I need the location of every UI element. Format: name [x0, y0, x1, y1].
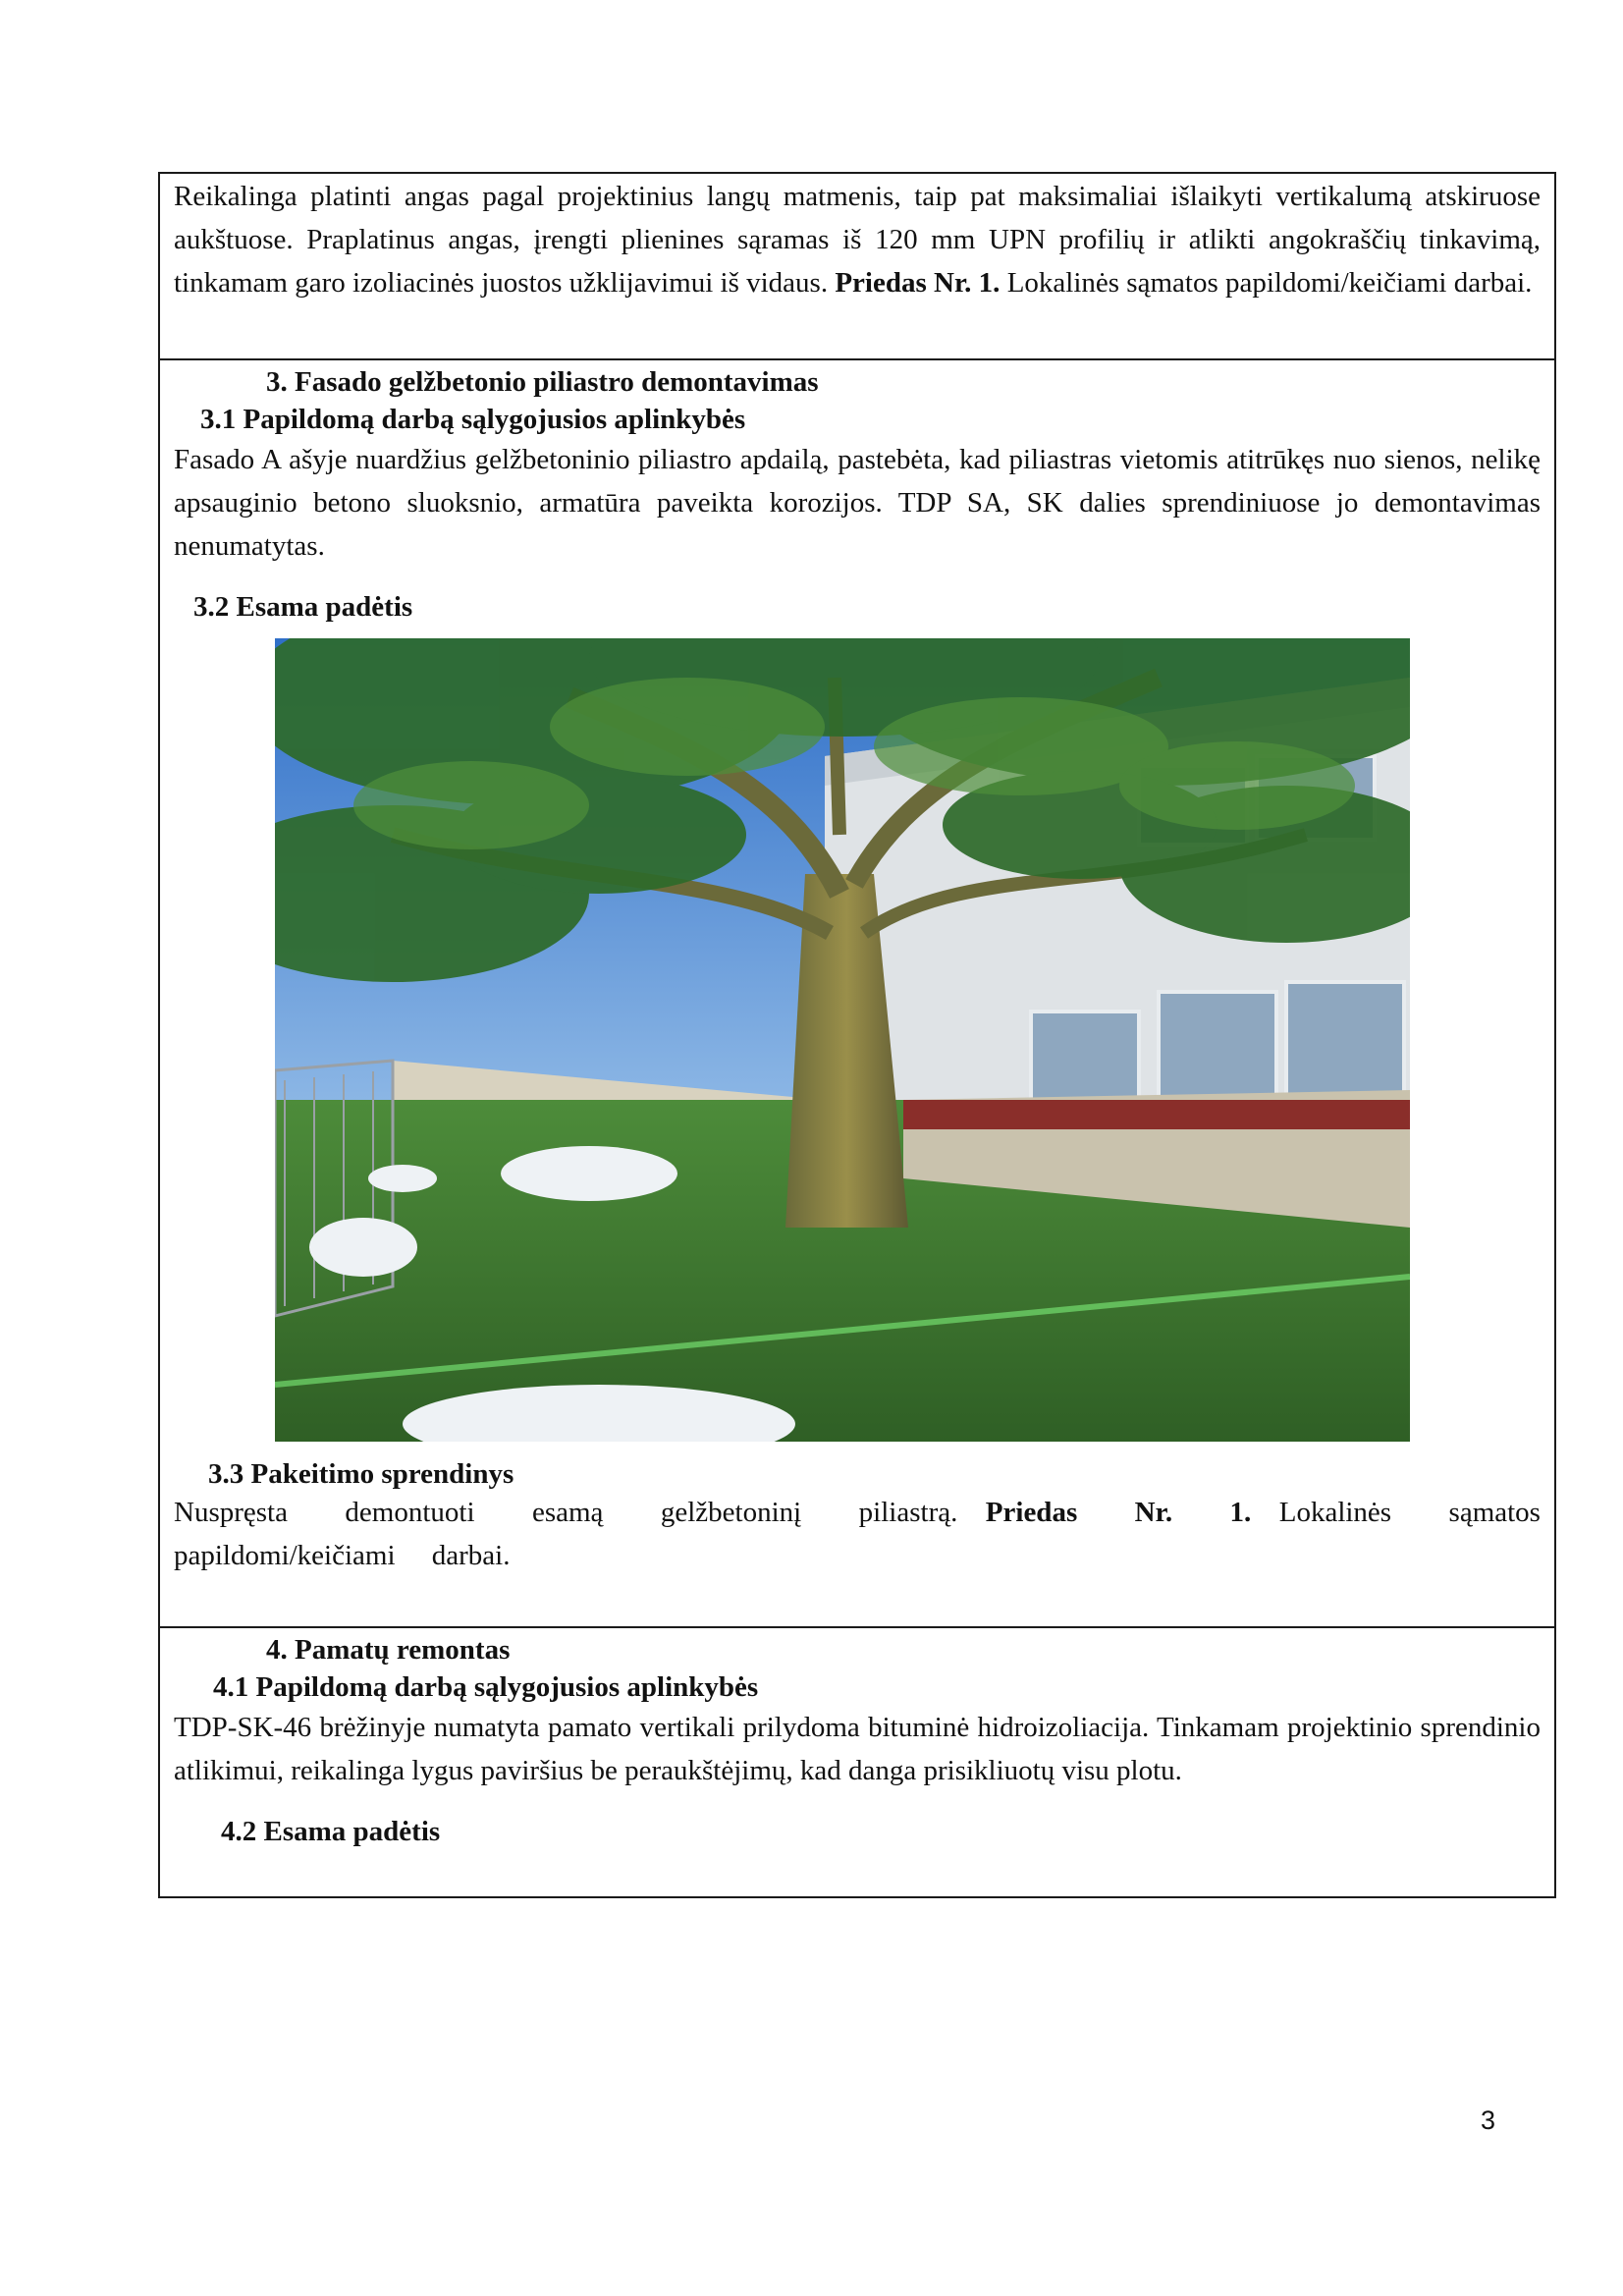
page-number: 3: [1481, 2105, 1496, 2135]
photo-tree-building: [275, 638, 1410, 1442]
section-title: 4. Pamatų remontas: [266, 1634, 511, 1666]
paragraph-3-3: Nuspręsta demontuoti esamą gelžbetoninį piliastrą. Priedas Nr. 1. Lokalinės sąmatos papildomi/keičiami darbai.: [174, 1497, 1541, 1571]
paragraph-4-1: TDP-SK-46 brėžinyje numatyta pamato vertikali prilydoma bituminė hidroizoliacija. Tinkamam projektinio sprendinio atlikimui, reikalinga lygus paviršius be peraukštėjimų, kad danga prisikliuotų visu plotu.: [174, 1712, 1541, 1786]
subsection-heading-4-2: 4.2 Esama padėtis: [221, 1816, 441, 1847]
subsection-heading-3-2: 3.2 Esama padėtis: [193, 591, 413, 623]
section-title: 3. Fasado gelžbetonio piliastro demontavimas: [266, 366, 819, 398]
content-table: [158, 172, 1556, 1898]
table-row: [160, 174, 1554, 358]
section-3: [160, 358, 1554, 1626]
paragraph: Reikalinga platinti angas pagal projektinius langų matmenis, taip pat maksimaliai išlaikyti vertikalumą atskiruose aukštuose. Praplatinus angas, įrengti plienines sąramas iš 120 mm UPN profilių ir atlikti angokraščių tinkavimą, tinkamam garo izoliacinės juostos užklijavimui iš vidaus. Priedas Nr. 1. Lokalinės sąmatos papildomi/keičiami darbai.: [174, 181, 1541, 299]
paragraph-3-1: Fasado A ašyje nuardžius gelžbetoninio piliastro apdailą, pastebėta, kad piliastras vietomis atitrūkęs nuo sienos, nelikę apsauginio betono sluoksnio, armatūra paveikta korozijos. TDP SA, SK dalies sprendiniuose jo demontavimas nenumatytas.: [174, 444, 1541, 562]
section-4: [160, 1626, 1554, 1896]
subsection-heading-3-1: 3.1 Papildomą darbą sąlygojusios aplinkybės: [200, 404, 746, 435]
subsection-heading-4-1: 4.1 Papildomą darbą sąlygojusios aplinkybės: [213, 1671, 759, 1703]
subsection-heading-3-3: 3.3 Pakeitimo sprendinys: [208, 1458, 514, 1490]
